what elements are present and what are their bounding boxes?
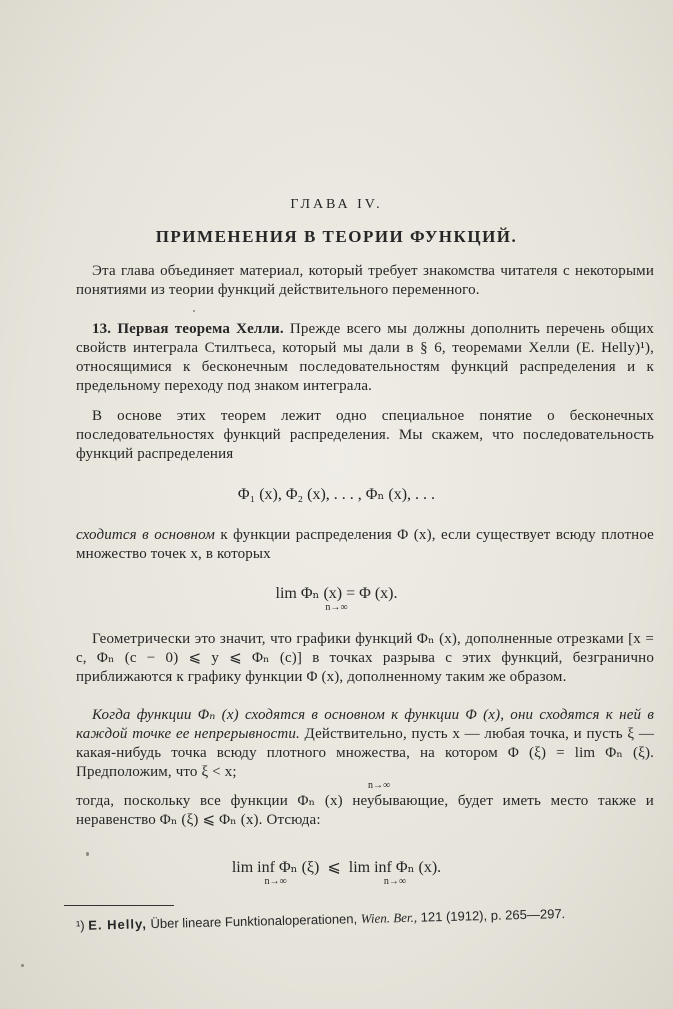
formula-liminf: [0, 857, 673, 887]
limit-expression: [276, 583, 398, 613]
footnote-author: E. Helly,: [88, 916, 148, 933]
footnote-title: Über lineare Funktionaloperationen,: [146, 911, 361, 932]
footnote-journal: Wien. Ber.,: [360, 909, 418, 927]
footnote-mark: ¹): [75, 917, 85, 933]
limit-subscript: n→∞: [325, 602, 348, 613]
limit-text: lim Φₙ (x) = Φ (x).: [275, 585, 398, 602]
theorem-paragraph: [76, 706, 654, 782]
liminf-right-subscript: n→∞: [383, 876, 407, 887]
print-speck: [86, 852, 89, 856]
definition-text: к функции распределения Φ (x), если существует всюду плотное множество точек x, в которых: [76, 527, 654, 562]
print-speck: [21, 964, 24, 967]
liminf-left: [232, 857, 320, 887]
definition-term: сходится в основном: [76, 527, 215, 543]
section-number: 13.: [92, 321, 112, 337]
formula-limit: [0, 583, 673, 613]
footnote-rule: [64, 905, 174, 906]
section-paragraph-1: [76, 320, 654, 396]
theorem-proof-text: Действительно, пусть x — любая точка, и пусть ξ — какая-нибудь точка всюду плотного множества, на котором Φ (ξ) = lim Φₙ (ξ). Предположим, что ξ < x;: [76, 726, 654, 780]
section-paragraph-2: В основе этих теорем лежит одно специальное понятие о бесконечных последовательностях функций распределения. Мы скажем, что последовательность функций распределения: [76, 408, 654, 462]
section-paragraph-1-text: Прежде всего мы должны дополнить перечень общих свойств интеграла Стилтьеса, который мы дали в § 6, теоремами Хелли (E. Helly)¹), относящимися к бесконечным последовательностям функций распределения и к предельному переходу под знаком интеграла.: [76, 321, 655, 394]
section-title: Первая теорема Хелли.: [117, 321, 284, 337]
liminf-right: [349, 857, 441, 887]
liminf-relation: ⩽: [327, 859, 341, 876]
footnote-reference: 121 (1912), p. 265—297.: [416, 906, 566, 925]
geometric-paragraph: Геометрически это значит, что графики функций Φₙ (x), дополненные отрезками [x = c, Φₙ (c − 0) ⩽ y ⩽ Φₙ (c)] в точках разрыва c этих функций, безгранично приближаются к графику функции Φ (x), дополненному таким же образом.: [76, 631, 654, 685]
chapter-number: ГЛАВА IV.: [290, 197, 383, 212]
definition-paragraph: [76, 526, 654, 564]
theorem-statement: Когда функции Φₙ (x) сходятся в основном к функции Φ (x), они сходятся к ней в каждой точке ее непрерывности.: [76, 707, 654, 742]
print-speck: [193, 310, 195, 312]
liminf-left-text: lim inf Φₙ (ξ): [231, 859, 320, 876]
intro-paragraph: Эта глава объединяет материал, который требует знакомства читателя с некоторыми понятиями из теории функций действительного переменного.: [76, 263, 654, 298]
inline-limit-subscript: n→∞: [368, 780, 391, 791]
chapter-title: ПРИМЕНЕНИЯ В ТЕОРИИ ФУНКЦИЙ.: [155, 227, 518, 246]
liminf-right-text: lim inf Φₙ (x).: [348, 859, 442, 876]
consequence-paragraph: тогда, поскольку все функции Φₙ (x) неубывающие, будет иметь место также и неравенство Φₙ (ξ) ⩽ Φₙ (x). Отсюда:: [76, 793, 654, 828]
liminf-left-subscript: n→∞: [264, 876, 287, 887]
formula-sequence: Φ₁ (x), Φ₂ (x), . . . , Φₙ (x), . . .: [237, 486, 436, 503]
footnote: [76, 904, 666, 934]
